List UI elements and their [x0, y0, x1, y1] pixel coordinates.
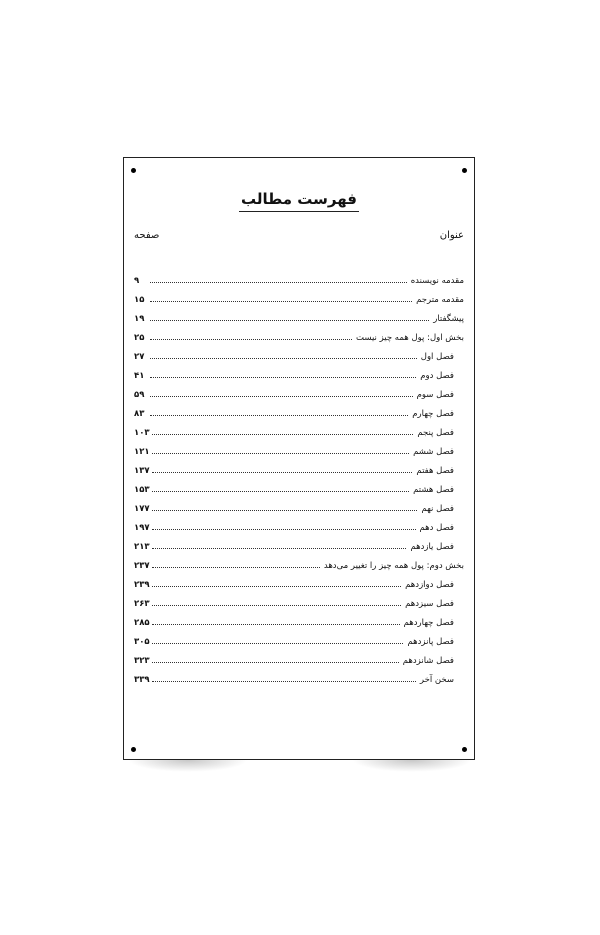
toc-entry-page: ۱۹ — [134, 313, 145, 324]
dot-leader — [150, 377, 416, 378]
dot-leader — [152, 548, 407, 549]
toc-entry — [134, 475, 464, 494]
toc-entry — [134, 646, 464, 665]
dot-leader — [152, 662, 399, 663]
toc-entry-title: فصل یازدهم — [410, 541, 454, 552]
toc-entry — [134, 399, 464, 418]
toc-entry — [134, 589, 464, 608]
toc-entry-title: پیشگفتار — [433, 313, 464, 324]
toc-entry-title: فصل چهاردهم — [403, 617, 454, 628]
dot-leader — [150, 282, 407, 283]
column-header-page: صفحه — [134, 230, 160, 241]
toc-entry-title: فصل دهم — [419, 522, 454, 533]
toc-entry-title: فصل پانزدهم — [407, 636, 454, 647]
toc-entry-page: ۱۳۷ — [134, 465, 150, 476]
toc-entry — [134, 323, 464, 342]
page-title-text: فهرست مطالب — [239, 190, 359, 212]
toc-entry — [134, 361, 464, 380]
toc-entry-title: فصل دوم — [420, 370, 454, 381]
toc-entry-page: ۲۳۷ — [134, 560, 150, 571]
dot-leader — [152, 510, 418, 511]
dot-leader — [152, 491, 410, 492]
dot-leader — [150, 320, 429, 321]
toc-entry-page: ۳۲۳ — [134, 655, 150, 666]
toc-entry-title: فصل چهارم — [412, 408, 454, 419]
toc-entry-title: فصل هفتم — [416, 465, 454, 476]
dot-leader — [152, 529, 416, 530]
toc-entry-title: مقدمه مترجم — [416, 294, 464, 305]
toc-entry — [134, 570, 464, 589]
dot-leader — [150, 358, 417, 359]
toc-entry-title: فصل اول — [420, 351, 454, 362]
dot-leader — [150, 339, 352, 340]
dot-leader — [152, 453, 409, 454]
dot-leader — [152, 567, 320, 568]
toc-entry-title: فصل هشتم — [413, 484, 454, 495]
dot-leader — [150, 301, 412, 302]
table-of-contents — [134, 266, 464, 684]
toc-entry — [134, 266, 464, 285]
toc-entry-page: ۲۷ — [134, 351, 145, 362]
toc-entry — [134, 418, 464, 437]
toc-entry — [134, 304, 464, 323]
toc-entry — [134, 456, 464, 475]
toc-entry-title: فصل دوازدهم — [405, 579, 454, 590]
toc-entry-page: ۹ — [134, 275, 140, 286]
toc-entry-page: ۱۵ — [134, 294, 145, 305]
toc-entry-page: ۴۱ — [134, 370, 145, 381]
toc-entry-page: ۸۳ — [134, 408, 145, 419]
toc-entry-title: فصل ششم — [413, 446, 454, 457]
toc-entry-page: ۲۳۹ — [134, 579, 150, 590]
toc-entry — [134, 380, 464, 399]
toc-entry-page: ۳۰۵ — [134, 636, 150, 647]
toc-entry — [134, 342, 464, 361]
toc-entry — [134, 437, 464, 456]
dot-leader — [150, 396, 413, 397]
page-shadow-right — [352, 760, 472, 772]
toc-entry-title: فصل پنجم — [417, 427, 454, 438]
toc-entry-title: فصل سوم — [416, 389, 454, 400]
toc-entry — [134, 513, 464, 532]
dot-leader — [152, 586, 402, 587]
toc-entry-title: سخن آخر — [419, 674, 454, 685]
dot-leader — [152, 472, 413, 473]
dot-leader — [152, 605, 402, 606]
toc-entry-page: ۱۰۳ — [134, 427, 150, 438]
corner-dot — [462, 168, 467, 173]
corner-dot — [131, 747, 136, 752]
toc-entry-title: بخش دوم: پول همه چیز را تغییر می‌دهد — [323, 560, 464, 571]
toc-entry — [134, 665, 464, 684]
dot-leader — [152, 643, 404, 644]
toc-entry — [134, 551, 464, 570]
corner-dot — [131, 168, 136, 173]
column-header-title: عنوان — [439, 230, 464, 241]
toc-entry-page: ۲۸۵ — [134, 617, 150, 628]
toc-entry-page: ۲۱۳ — [134, 541, 150, 552]
toc-entry — [134, 627, 464, 646]
toc-entry — [134, 608, 464, 627]
book-page — [123, 157, 475, 760]
dot-leader — [152, 624, 400, 625]
dot-leader — [150, 415, 408, 416]
toc-entry-title: فصل نهم — [421, 503, 454, 514]
toc-entry-title: فصل شانزدهم — [402, 655, 454, 666]
page-title — [124, 190, 474, 212]
toc-entry-page: ۲۶۳ — [134, 598, 150, 609]
dot-leader — [152, 681, 416, 682]
dot-leader — [152, 434, 414, 435]
corner-dot — [462, 747, 467, 752]
toc-entry-page: ۱۵۳ — [134, 484, 150, 495]
toc-entry-title: بخش اول: پول همه چیز نیست — [356, 332, 464, 343]
toc-entry-title: فصل سیزدهم — [405, 598, 454, 609]
toc-entry-page: ۵۹ — [134, 389, 145, 400]
toc-entry-page: ۲۵ — [134, 332, 145, 343]
toc-entry — [134, 494, 464, 513]
toc-entry — [134, 532, 464, 551]
toc-entry-page: ۱۲۱ — [134, 446, 150, 457]
page-shadow-left — [128, 760, 248, 772]
toc-entry — [134, 285, 464, 304]
toc-entry-title: مقدمه نویسنده — [410, 275, 464, 286]
toc-entry-page: ۱۷۷ — [134, 503, 150, 514]
toc-entry-page: ۱۹۷ — [134, 522, 150, 533]
toc-entry-page: ۳۳۹ — [134, 674, 150, 685]
